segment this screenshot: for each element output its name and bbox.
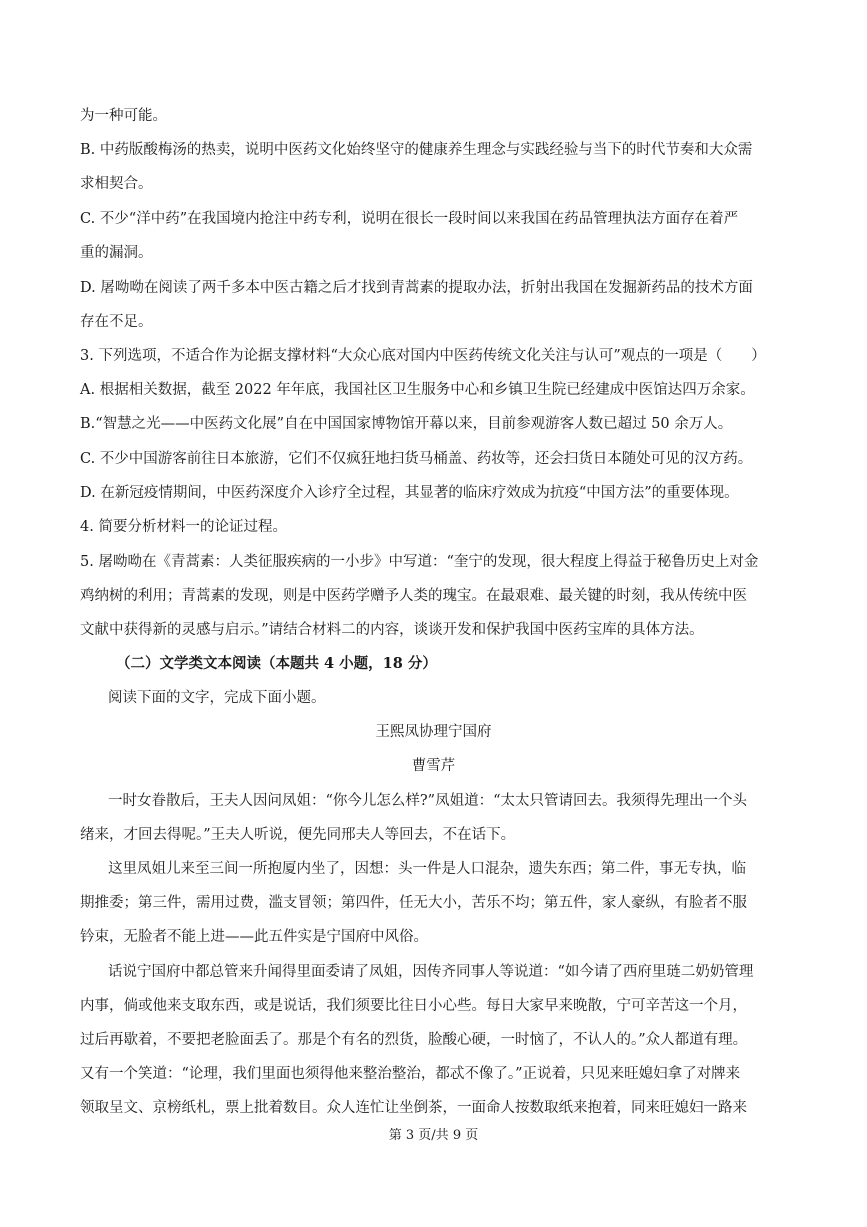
text-line: 鸡纳树的利用；青蒿素的发现，则是中医药学赠予人类的瑰宝。在最艰难、最关键的时刻，我从传统中医 <box>80 588 747 604</box>
instruction-text: 阅读下面的文字，完成下面小题。 <box>108 690 326 706</box>
q3-option-c: C. 不少中国游客前往日本旅游，它们不仅疯狂地扫货马桶盖、药妆等，还会扫货日本随处可见的汉方药。 <box>80 451 753 467</box>
question-4: 4. 简要分析材料一的论证过程。 <box>80 519 287 535</box>
option-b-line: B. 中药版酸梅汤的热卖，说明中医药文化始终坚守的健康养生理念与实践经验与当下的时代节奏和大众需 <box>80 142 753 158</box>
paragraph-line: 又有一个笑道：“论理，我们里面也须得他来整治整治，都忒不像了。”正说着，只见来旺媳妇拿了对牌来 <box>80 1066 741 1082</box>
paragraph-line: 话说宁国府中都总管来升闻得里面委请了凤姐，因传齐同事人等说道：“如今请了西府里琏二奶奶管理 <box>108 964 754 980</box>
q3-option-d: D. 在新冠疫情期间，中医药深度介入诊疗全过程，其显著的临床疗效成为抗疫“中国方法”的重要体现。 <box>80 485 739 501</box>
paragraph-line: 一时女眷散后，王夫人因问凤姐：“你今儿怎么样?”凤姐道：“太太只管请回去。我须得先理出一个头 <box>108 793 748 809</box>
passage-title: 王熙凤协理宁国府 <box>375 724 492 740</box>
paragraph-line: 过后再歇着，不要把老脸面丢了。那是个有名的烈货，脸酸心硬，一时恼了，不认人的。”众人都道有理。 <box>80 1032 748 1048</box>
paragraph-line: 期推委；第三件，需用过费，滥支冒领；第四件，任无大小，苦乐不均；第五件，家人豪纵，有脸者不服 <box>80 895 747 911</box>
text-line: 求相契合。 <box>80 176 153 192</box>
q3-option-b: B.“智慧之光——中医药文化展”自在中国国家博物馆开幕以来，目前参观游客人数已超过 50 余万人。 <box>80 416 733 432</box>
passage-author: 曹雪芹 <box>411 758 456 774</box>
paragraph-line: 领取呈文、京榜纸札，票上批着数目。众人连忙让坐倒茶，一面命人按数取纸来抱着，同来旺媳妇一路来 <box>80 1100 747 1116</box>
question-5: 5. 屠呦呦在《青蒿素：人类征服疾病的一小步》中写道：“奎宁的发现，很大程度上得益于秘鲁历史上对金 <box>80 554 759 570</box>
text-line: 为一种可能。 <box>80 108 167 124</box>
page-footer: 第 3 页/共 9 页 <box>388 1128 479 1143</box>
paragraph-line: 钤束，无脸者不能上进——此五件实是宁国府中风俗。 <box>80 929 428 945</box>
q3-option-a: A. 根据相关数据，截至 2022 年年底，我国社区卫生服务中心和乡镇卫生院已经建成中医馆达四万余家。 <box>80 382 755 398</box>
paragraph-line: 内事，倘或他来支取东西，或是说话，我们须要比往日小心些。每日大家早来晚散，宁可辛苦这一个月， <box>80 998 747 1014</box>
option-c-line: C. 不少“洋中药”在我国境内抢注中药专利，说明在很长一段时间以来我国在药品管理执法方面存在着严 <box>80 211 739 227</box>
paragraph-line: 绪来，才回去得呢。”王夫人听说，便先同邢夫人等回去，不在话下。 <box>80 827 516 843</box>
option-d-line: D. 屠呦呦在阅读了两千多本中医古籍之后才找到青蒿素的提取办法，折射出我国在发掘新药品的技术方面 <box>80 280 753 296</box>
section-heading: （二）文学类文本阅读（本题共 4 小题，18 分） <box>116 655 437 672</box>
paragraph-line: 这里凤姐儿来至三间一所抱厦内坐了，因想：头一件是人口混杂，遗失东西；第二件，事无专执，临 <box>108 861 746 877</box>
text-line: 重的漏洞。 <box>80 245 153 261</box>
text-line: 文献中获得新的灵感与启示。”请结合材料二的内容，谈谈开发和保护我国中医药宝库的具体方法。 <box>80 622 704 638</box>
text-line: 存在不足。 <box>80 314 153 330</box>
question-3: 3. 下列选项，不适合作为论据支撑材料“大众心底对国内中医药传统文化关注与认可”观点的一项是（ ） <box>80 348 766 364</box>
